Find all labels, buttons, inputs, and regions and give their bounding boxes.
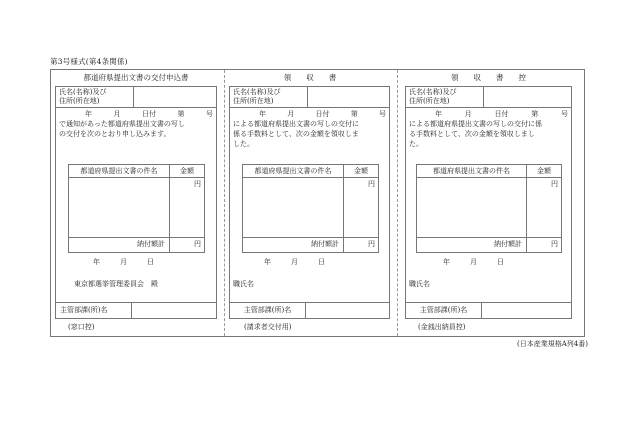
- department-field[interactable]: [132, 303, 216, 318]
- document-fee-table: [416, 164, 562, 253]
- document-fee-table: [242, 164, 379, 253]
- name-address-label: 氏名(名称)及び 住所(所在地): [406, 87, 484, 107]
- application-date: 年 月 日: [93, 258, 154, 266]
- name-address-row: [406, 87, 571, 108]
- paper-size-standard-note: (日本産業規格A列4番): [517, 340, 588, 348]
- statement-text: 年 月 日付 第 号 で通知があった都道府県提出文書の写し の交付を次のとおり申し込みます。: [59, 110, 213, 139]
- name-address-label: 氏名(名称)及び 住所(所在地): [230, 87, 308, 107]
- total-label: 納付額計: [417, 238, 527, 252]
- column-header-amount: 金額: [180, 167, 194, 175]
- name-address-field[interactable]: [308, 87, 389, 107]
- column-header-document-title: 都道府県提出文書の件名: [69, 165, 170, 177]
- receipt-panel: [229, 86, 390, 319]
- official-name-label: 職氏名: [233, 280, 254, 288]
- department-field[interactable]: [306, 303, 389, 318]
- notice-date-number-line: 年 月 日付 第 号: [435, 110, 568, 118]
- addressee: 東京都選挙管理委員会 殿: [74, 280, 158, 288]
- department-label: 主管部課(所)名: [56, 303, 132, 318]
- total-row: [69, 238, 204, 252]
- table-header-row: [69, 165, 204, 178]
- column-header-document-title: 都道府県提出文書の件名: [243, 165, 344, 177]
- total-amount-cell[interactable]: 円: [551, 240, 558, 248]
- receipt-date: 年 月 日: [264, 258, 325, 266]
- amount-cell[interactable]: 円: [551, 180, 558, 188]
- official-name-label: 職氏名: [409, 280, 430, 288]
- copy-note: (請求者交付用): [244, 323, 292, 331]
- department-field[interactable]: [482, 303, 571, 318]
- document-fee-table: [68, 164, 205, 253]
- total-label: 納付額計: [69, 238, 170, 252]
- panel-title-receipt: 領 収 書: [283, 73, 337, 82]
- statement-text: 年 月 日付 第 号 による都道府県提出文書の写しの交付に係 る手数料として、次の金額を領収しまし た。: [409, 110, 568, 149]
- name-address-field[interactable]: [484, 87, 571, 107]
- amount-cell[interactable]: 円: [194, 180, 201, 188]
- receipt-stub-date: 年 月 日: [443, 258, 504, 266]
- name-address-row: [56, 87, 216, 108]
- copy-note: (金銭出納員控): [418, 323, 466, 331]
- column-header-amount: 金額: [354, 167, 368, 175]
- document-title-cell[interactable]: [417, 178, 527, 237]
- form-caption: 第3号様式(第4条関係): [50, 57, 128, 66]
- table-row: [417, 178, 561, 238]
- document-title-cell[interactable]: [69, 178, 170, 237]
- department-label: 主管部課(所)名: [230, 303, 306, 318]
- name-address-field[interactable]: [134, 87, 216, 107]
- table-row: [69, 178, 204, 238]
- document-title-cell[interactable]: [243, 178, 344, 237]
- statement-text: 年 月 日付 第 号 による都道府県提出文書の写しの交付に 係る手数料として、次の金額を領収しま した。: [233, 110, 386, 149]
- notice-date-number-line: 年 月 日付 第 号: [85, 110, 213, 118]
- panel-title-receipt-stub: 領 収 書 控: [451, 73, 526, 82]
- name-address-row: [230, 87, 389, 108]
- total-amount-cell[interactable]: 円: [194, 240, 201, 248]
- copy-note: (窓口控): [68, 323, 95, 331]
- department-row: [56, 302, 216, 318]
- column-header-document-title: 都道府県提出文書の件名: [417, 165, 527, 177]
- department-label: 主管部課(所)名: [406, 303, 482, 318]
- notice-date-number-line: 年 月 日付 第 号: [259, 110, 386, 118]
- amount-cell[interactable]: 円: [368, 180, 375, 188]
- total-row: [243, 238, 378, 252]
- name-address-label: 氏名(名称)及び 住所(所在地): [56, 87, 134, 107]
- application-panel: [55, 86, 217, 319]
- cut-line-divider: [397, 70, 398, 336]
- table-header-row: [243, 165, 378, 178]
- receipt-stub-panel: [405, 86, 572, 319]
- total-label: 納付額計: [243, 238, 344, 252]
- panel-title-application: 都道府県提出文書の交付申込書: [83, 73, 189, 82]
- table-row: [243, 178, 378, 238]
- total-row: [417, 238, 561, 252]
- department-row: [230, 302, 389, 318]
- total-amount-cell[interactable]: 円: [368, 240, 375, 248]
- cut-line-divider: [224, 70, 225, 336]
- column-header-amount: 金額: [537, 167, 551, 175]
- table-header-row: [417, 165, 561, 178]
- department-row: [406, 302, 571, 318]
